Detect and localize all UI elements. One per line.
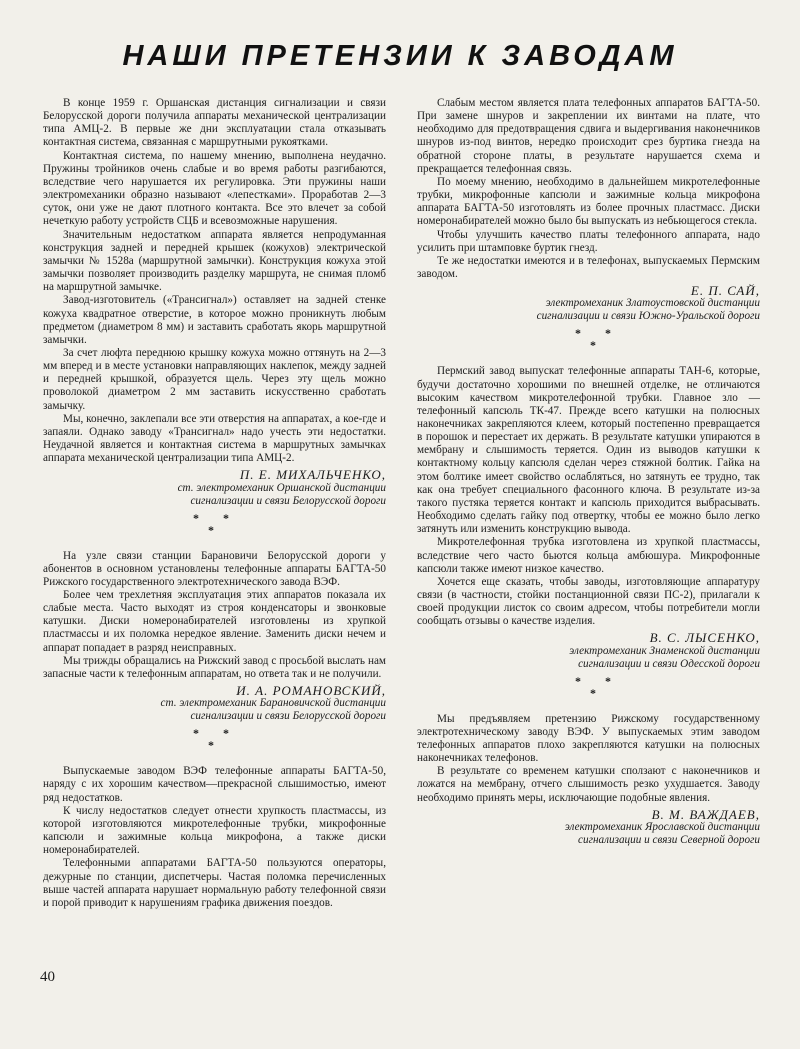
right-column (417, 97, 760, 849)
paragraph: Мы, конечно, заклепали все эти отверстия на аппаратах, а кое-где и запаяли. Однако заводу «Трансигнал» надо учесть эти недостатки. Неудачной является и контактная система в маршрутных замычках аппарата механической централизации типа АМЦ-2. (43, 412, 386, 465)
paragraph: В конце 1959 г. Оршанская дистанция сигнализации и связи Белорусской дороги получила аппараты механической централизации типа АМЦ-2. В первые же дни эксплуатации стала отказывать контактная система, связанная с маршрутными рукоятками. (43, 97, 386, 149)
paragraph: Телефонными аппаратами БАГТА-50 пользуются операторы, дежурные по станции, диспетчеры. Частая поломка перечисленных выше частей аппарата нарушает нормальную работу телефонной связи и порой приводит к нарушениям графика движения поездов. (43, 857, 386, 909)
left-column (43, 97, 386, 910)
author-position: ст. электромеханик Барановичской дистанции (160, 697, 386, 710)
signature (417, 808, 760, 847)
paragraph: Выпускаемые заводом ВЭФ телефонные аппараты БАГТА-50, наряду с их хорошим качеством—прекрасной слышимостью, имеют ряд недостатков. (43, 765, 386, 804)
paragraph: Те же недостатки имеются и в телефонах, выпускаемых Пермским заводом. (417, 254, 760, 281)
author-position: сигнализации и связи Одесской дороги (578, 657, 760, 670)
author-position: электромеханик Златоустовской дистанции (545, 297, 760, 310)
paragraph: Контактная система, по нашему мнению, выполнена неудачно. Пружины тройников очень слабые и во время работы разгибаются, вследствие чего нарушается их регулировка. Эти пружины наши электромеханики образно называют «лепестками». Проработав 2—3 суток, они уже не дают плотного контакта. Все это влечет за собой нечеткую работу устройств СЦБ и всевозможные нарушения. (43, 149, 386, 228)
signature (43, 468, 386, 507)
paragraph: Мы трижды обращались на Рижский завод с просьбой выслать нам запасные части к телефонным аппаратам, но ответа так и не получили. (43, 654, 386, 680)
paragraph: Завод-изготовитель («Трансигнал») оставляет на задней стенке кожуха квадратное отверстие, в которое можно проникнуть любым предметом (диаметром 8 мм) и заставить сработать якорь маршрутной замычки. (43, 294, 386, 346)
author-position: электромеханик Ярославской дистанции (564, 820, 760, 833)
paragraph: Более чем трехлетняя эксплуатация этих аппаратов показала их слабые места. Часто выходят из строя конденсаторы и звонковые катушки. Диски номеронабирателей изготовлены из хрупкой пластмассы и их поломка нередкое явление. Заменить диски нечем и аппарат попадает в разряд неисправных. (43, 589, 386, 654)
paragraph: На узле связи станции Барановичи Белорусской дороги у абонентов в основном установлены телефонные аппараты БАГТА-50 Рижского государственного электротехнического завода ВЭФ. (43, 549, 386, 588)
paragraph: Слабым местом является плата телефонных аппаратов БАГТА-50. При замене шнуров и закреплении их винтами на плате, что необходимо для предотвращения сдвига и выдергивания наконечников шнуров из-под винтов, нередко происходит срез буртика гнезда на обратной стороне платы, в результате нарушается схема и прекращается телефонная связь. (417, 97, 760, 175)
paragraph: Значительным недостатком аппарата является непродуманная конструкция задней и передней крышек (кожухов) электрической замычки № 1528а (маршрутной замычки). Конструкция кожуха этой замычки позволяет производить разделку маршрута, не снимая пломб на маршрутной замычке. (43, 228, 386, 294)
signature (417, 631, 760, 670)
author-position: ст. электромеханик Оршанской дистанции (177, 481, 386, 494)
author-name: В. С. ЛЫСЕНКО, (649, 630, 760, 646)
author-position: сигнализации и связи Южно-Уральской дороги (536, 310, 760, 323)
author-name: И. А. РОМАНОВСКИЙ, (236, 683, 386, 699)
paragraph: Чтобы улучшить качество платы телефонного аппарата, надо усилить при штамповке буртик гнезд. (417, 228, 760, 254)
paragraph: За счет люфта переднюю крышку кожуха можно оттянуть на 2—3 мм вперед и в месте установки направляющих наклепок, между задней и передней крышкой, образуется щель. Через эту щель можно проволокой диаметром 2 мм заставить искусственно сработать замычку. (43, 346, 386, 412)
paragraph: Пермский завод выпускат телефонные аппараты ТАН-6, которые, будучи достаточно хорошими по внешней отделке, не отличаются высоким качеством микротелефонной трубки. Главное зло — телефонный капсюль ТК-47. Прежде всего катушки на полюсных наконечниках закрепляются клеем, который постепенно превращается в порошок и перестает их держать. В результате катушки упираются в мембрану и слышимость теряется. Один из выводов катушки к контактному кольцу капсюля сделан через стяжной болтик. Гайка на этом болтике имеет свойство ослабляться, но затянуть ее трудно, так как она требует специального фасонного ключа. В результате из-за такого пустяка теряется контакт и капсюль приходится выбрасывать. Необходимо сделать гайку под отвертку, чтобы ее можно было легко затянуть или изменить конструкцию вывода. (417, 365, 760, 536)
page-title: НАШИ ПРЕТЕНЗИИ К ЗАВОДАМ (122, 40, 678, 72)
author-position: сигнализации и связи Северной дороги (578, 833, 760, 846)
section-divider: * * * (575, 326, 611, 353)
page-number: 40 (40, 969, 55, 985)
paragraph: По моему мнению, необходимо в дальнейшем микротелефонные трубки, микрофонные капсюли и зажимные кольца микрофона аппарата БАГТА-50 изготовлять из более прочных пластмасс. Диски номеронабирателей можно было бы выпускать из небьющегося стекла. (417, 175, 760, 228)
author-name: П. Е. МИХАЛЬЧЕНКО, (239, 467, 386, 483)
author-name: В. М. ВАЖДАЕВ, (651, 806, 760, 822)
author-name: Е. П. САЙ, (690, 283, 760, 299)
signature (417, 284, 760, 323)
paragraph: К числу недостатков следует отнести хрупкость пластмассы, из которой изготовляются микротелефонные трубки, микрофонные капсюли и зажимные кольца микрофона, а также диски номеронабирателей. (43, 804, 386, 857)
author-position: сигнализации и связи Белорусской дороги (190, 494, 386, 507)
signature (43, 684, 386, 723)
section-divider: * * * (193, 726, 229, 753)
paragraph: В результате со временем катушки сползают с наконечников и ложатся на мембрану, отчего слышимость резко ухудшается. Заводу необходимо принять меры, исключающие подобные явления. (417, 765, 760, 804)
section-divider: * * * (575, 673, 611, 700)
paragraph: Микротелефонная трубка изготовлена из хрупкой пластмассы, вследствие чего часто бьются кольца амбюшура. Микрофонные капсюли также имеют низкое качество. (417, 536, 760, 575)
author-position: электромеханик Знаменской дистанции (569, 644, 760, 657)
author-position: сигнализации и связи Белорусской дороги (190, 710, 386, 723)
section-divider: * * * (193, 510, 229, 537)
paragraph: Хочется еще сказать, чтобы заводы, изготовляющие аппаратуру связи (в частности, стойки постанционной связи ПС-2), прилагали к своей продукции листок со своим адресом, чтобы потребители могли сообщать отзывы о качестве изделия. (417, 575, 760, 628)
paragraph: Мы предъявляем претензию Рижскому государственному электротехническому заводу ВЭФ. У выпускаемых этим заводом телефонных аппаратов плохо закрепляются катушки на полюсных наконечниках телефонов. (417, 712, 760, 765)
